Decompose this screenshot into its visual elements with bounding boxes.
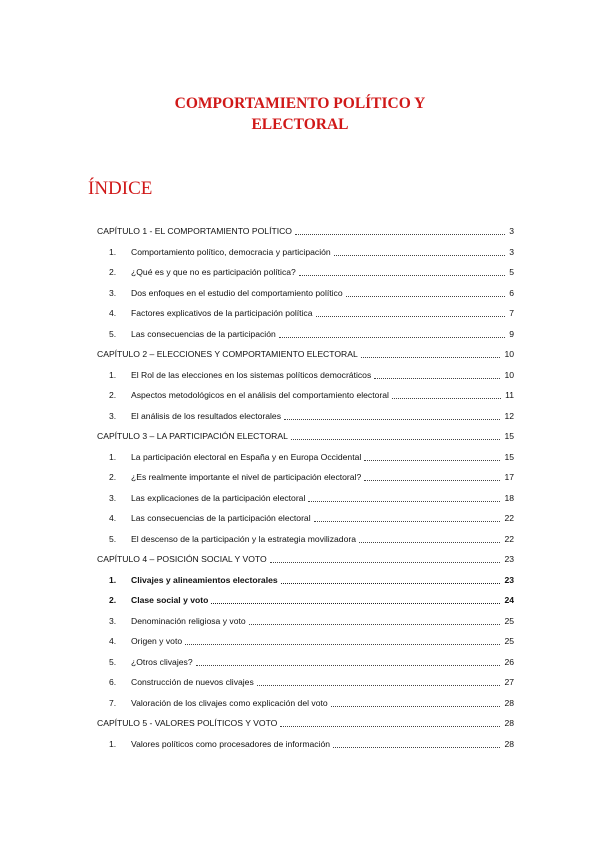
toc-entry-number: 3. — [109, 411, 117, 421]
toc-entry[interactable] — [0, 467, 514, 483]
toc-entry-title: CAPÍTULO 2 – ELECCIONES Y COMPORTAMIENTO ELECTORAL — [97, 349, 358, 359]
toc-entry[interactable] — [0, 693, 514, 709]
toc-entry-title: Factores explicativos de la participación política — [131, 308, 313, 318]
toc-entry-title: Valoración de los clivajes como explicación del voto — [131, 698, 328, 708]
toc-entry-title: Comportamiento político, democracia y participación — [131, 247, 331, 257]
toc-dot-leader — [249, 624, 501, 625]
toc-entry-page-number: 25 — [504, 636, 514, 646]
toc-entry[interactable] — [0, 734, 514, 750]
toc-entry-page-number: 28 — [504, 698, 514, 708]
toc-entry-number: 1. — [109, 739, 117, 749]
toc-dot-leader — [334, 255, 506, 256]
toc-entry-title: El descenso de la participación y la estrategia movilizadora — [131, 534, 356, 544]
toc-entry-title: Las consecuencias de la participación — [131, 329, 276, 339]
toc-dot-leader — [364, 480, 500, 481]
toc-entry-page-number: 27 — [504, 677, 514, 687]
toc-dot-leader — [295, 234, 505, 235]
toc-entry[interactable] — [0, 242, 514, 258]
toc-dot-leader — [185, 644, 500, 645]
toc-dot-leader — [314, 521, 501, 522]
toc-chapter-entry[interactable] — [0, 713, 514, 729]
toc-dot-leader — [364, 460, 500, 461]
toc-entry[interactable] — [0, 652, 514, 668]
toc-entry-page-number: 3 — [509, 226, 514, 236]
toc-entry-title: La participación electoral en España y en Europa Occidental — [131, 452, 362, 462]
toc-entry[interactable] — [0, 303, 514, 319]
toc-dot-leader — [257, 685, 501, 686]
toc-entry-number: 5. — [109, 657, 117, 667]
toc-entry[interactable] — [0, 262, 514, 278]
toc-entry-page-number: 17 — [504, 472, 514, 482]
toc-dot-leader — [279, 337, 505, 338]
document-title-line-1: COMPORTAMIENTO POLÍTICO Y — [174, 95, 426, 112]
toc-dot-leader — [359, 542, 500, 543]
toc-entry-page-number: 5 — [509, 267, 514, 277]
toc-entry-number: 4. — [109, 513, 117, 523]
toc-chapter-entry[interactable] — [0, 426, 514, 442]
toc-dot-leader — [331, 706, 501, 707]
toc-entry-page-number: 18 — [504, 493, 514, 503]
toc-chapter-entry[interactable] — [0, 549, 514, 565]
toc-entry-page-number: 12 — [504, 411, 514, 421]
toc-entry-title: Valores políticos como procesadores de información — [131, 739, 331, 749]
toc-dot-leader — [270, 562, 501, 563]
toc-entry-page-number: 22 — [504, 513, 514, 523]
toc-entry-title: CAPÍTULO 3 – LA PARTICIPACIÓN ELECTORAL — [97, 431, 288, 441]
toc-entry-title: Dos enfoques en el estudio del comportamiento político — [131, 288, 343, 298]
toc-entry[interactable] — [0, 529, 514, 545]
toc-entry-title: Las explicaciones de la participación electoral — [131, 493, 306, 503]
toc-entry-title: Aspectos metodológicos en el análisis del comportamiento electoral — [131, 390, 389, 400]
toc-dot-leader — [346, 296, 506, 297]
toc-entry[interactable] — [0, 488, 514, 504]
toc-entry-number: 5. — [109, 534, 117, 544]
toc-entry-number: 1. — [109, 370, 117, 380]
toc-dot-leader — [280, 726, 500, 727]
toc-entry-page-number: 23 — [504, 554, 514, 564]
toc-entry[interactable] — [0, 283, 514, 299]
toc-entry-page-number: 25 — [504, 616, 514, 626]
toc-entry-page-number: 9 — [509, 329, 514, 339]
toc-entry[interactable] — [0, 570, 514, 586]
toc-entry-number: 2. — [109, 267, 117, 277]
toc-entry-number: 3. — [109, 288, 117, 298]
toc-entry-number: 7. — [109, 698, 117, 708]
toc-entry-page-number: 28 — [504, 739, 514, 749]
toc-dot-leader — [299, 275, 505, 276]
toc-entry-title: Denominación religiosa y voto — [131, 616, 246, 626]
toc-entry-page-number: 24 — [504, 595, 514, 605]
toc-entry-page-number: 6 — [509, 288, 514, 298]
toc-entry-number: 1. — [109, 575, 117, 585]
toc-entry-number: 4. — [109, 636, 117, 646]
toc-entry-page-number: 10 — [504, 370, 514, 380]
toc-dot-leader — [284, 419, 500, 420]
toc-entry-page-number: 15 — [504, 431, 514, 441]
toc-entry-number: 3. — [109, 616, 117, 626]
toc-entry-page-number: 11 — [505, 390, 514, 400]
toc-entry-number: 2. — [109, 595, 117, 605]
toc-entry-title: El Rol de las elecciones en los sistemas políticos democráticos — [131, 370, 372, 380]
toc-dot-leader — [392, 398, 501, 399]
toc-dot-leader — [281, 583, 501, 584]
toc-entry-number: 5. — [109, 329, 117, 339]
toc-chapter-entry[interactable] — [0, 344, 514, 360]
toc-entry[interactable] — [0, 447, 514, 463]
toc-entry[interactable] — [0, 365, 514, 381]
toc-chapter-entry[interactable] — [0, 221, 514, 237]
toc-entry-title: ¿Es realmente importante el nivel de participación electoral? — [131, 472, 362, 482]
toc-entry-title: CAPÍTULO 4 – POSICIÓN SOCIAL Y VOTO — [97, 554, 267, 564]
toc-entry-page-number: 10 — [504, 349, 514, 359]
toc-entry[interactable] — [0, 508, 514, 524]
toc-dot-leader — [333, 747, 500, 748]
toc-dot-leader — [211, 603, 500, 604]
toc-entry-page-number: 26 — [504, 657, 514, 667]
toc-entry[interactable] — [0, 324, 514, 340]
toc-entry-page-number: 15 — [504, 452, 514, 462]
toc-entry[interactable] — [0, 385, 514, 401]
toc-entry-title: Clase social y voto — [131, 595, 209, 605]
toc-entry-title: Las consecuencias de la participación electoral — [131, 513, 311, 523]
toc-entry-number: 1. — [109, 452, 117, 462]
toc-dot-leader — [196, 665, 501, 666]
toc-entry-number: 1. — [109, 247, 117, 257]
toc-entry-title: ¿Otros clivajes? — [131, 657, 193, 667]
toc-entry-title: Origen y voto — [131, 636, 183, 646]
toc-entry-page-number: 28 — [504, 718, 514, 728]
toc-entry-page-number: 7 — [509, 308, 514, 318]
toc-entry[interactable] — [0, 406, 514, 422]
toc-entry-number: 3. — [109, 493, 117, 503]
toc-entry-page-number: 3 — [509, 247, 514, 257]
toc-entry-title: CAPÍTULO 1 - EL COMPORTAMIENTO POLÍTICO — [97, 226, 292, 236]
document-title-line-2: ELECTORAL — [251, 116, 349, 133]
toc-entry-title: Clivajes y alineamientos electorales — [131, 575, 278, 585]
toc-dot-leader — [291, 439, 501, 440]
toc-entry-number: 4. — [109, 308, 117, 318]
toc-entry-title: El análisis de los resultados electorales — [131, 411, 281, 421]
toc-dot-leader — [374, 378, 500, 379]
toc-entry[interactable] — [0, 611, 514, 627]
toc-entry[interactable] — [0, 631, 514, 647]
toc-entry-page-number: 23 — [504, 575, 514, 585]
toc-entry-page-number: 22 — [504, 534, 514, 544]
toc-entry-title: CAPÍTULO 5 - VALORES POLÍTICOS Y VOTO — [97, 718, 278, 728]
toc-entry-title: Construcción de nuevos clivajes — [131, 677, 254, 687]
toc-dot-leader — [361, 357, 501, 358]
toc-dot-leader — [316, 316, 506, 317]
toc-entry-number: 2. — [109, 472, 117, 482]
index-heading: ÍNDICE — [88, 178, 153, 199]
toc-entry-number: 2. — [109, 390, 117, 400]
toc-entry[interactable] — [0, 590, 514, 606]
toc-dot-leader — [308, 501, 500, 502]
toc-entry-title: ¿Qué es y que no es participación política? — [131, 267, 296, 277]
toc-entry[interactable] — [0, 672, 514, 688]
toc-entry-number: 6. — [109, 677, 117, 687]
